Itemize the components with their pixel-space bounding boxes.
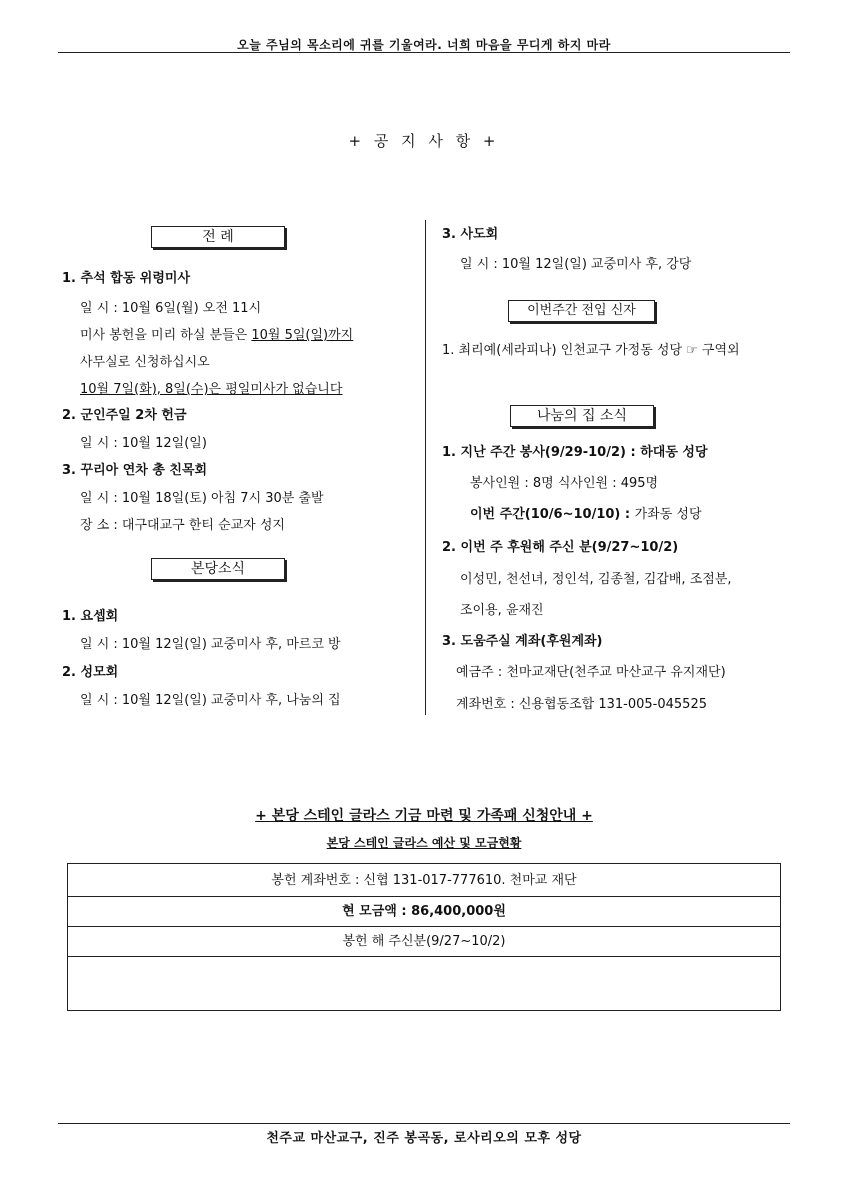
new-parishioner-entry: 1. 최리예(세라피나) 인천교구 가정동 성당 ☞ 구역외 bbox=[442, 343, 740, 358]
header-rule bbox=[58, 52, 790, 53]
item-mary-date: 일 시 : 10월 12일(일) 교중미사 후, 나눔의 집 bbox=[80, 693, 341, 708]
donors-heading: 2. 이번 주 후원해 주신 분(9/27~10/2) bbox=[442, 540, 679, 555]
footer-parish-name: 천주교 마산교구, 진주 봉곡동, 로사리오의 모후 성당 bbox=[266, 1131, 582, 1146]
stained-glass-subtitle: 본당 스테인 글라스 예산 및 모금현황 bbox=[326, 836, 522, 850]
item-chuseok-date: 일 시 : 10월 6일(월) 오전 11시 bbox=[80, 301, 262, 316]
fund-donors-list-row bbox=[68, 957, 780, 1010]
fund-table bbox=[67, 863, 781, 1011]
sharing-last-week-heading: 1. 지난 주간 봉사(9/29-10/2) : 하대동 성당 bbox=[442, 445, 708, 460]
account-heading: 3. 도움주실 계좌(후원계좌) bbox=[442, 634, 603, 649]
section-title-new-parishioners: 이번주간 전입 신자 bbox=[508, 300, 655, 322]
header-motto: 오늘 주님의 목소리에 귀를 기울여라. 너희 마음을 무디게 하지 마라 bbox=[237, 38, 611, 52]
item-joseph-heading: 1. 요셉회 bbox=[62, 609, 119, 624]
footer-rule bbox=[58, 1123, 790, 1124]
item-curia-place: 장 소 : 대구대교구 한티 순교자 성지 bbox=[80, 518, 285, 533]
donors-line2: 조이용, 윤재진 bbox=[460, 603, 544, 618]
account-holder: 예금주 : 천마교재단(천주교 마산교구 유지재단) bbox=[456, 665, 726, 680]
column-divider bbox=[425, 220, 426, 715]
sharing-this-week: 이번 주간(10/6~10/10) : 가좌동 성당 bbox=[470, 507, 702, 522]
fund-account-row: 봉헌 계좌번호 : 신협 131-017-777610. 천마교 재단 bbox=[68, 864, 780, 897]
section-title-liturgy: 전 례 bbox=[151, 226, 285, 248]
item-joseph-date: 일 시 : 10월 12일(일) 교중미사 후, 마르코 방 bbox=[80, 637, 341, 652]
section-title-sharing-house: 나눔의 집 소식 bbox=[510, 405, 654, 427]
item-curia-heading: 3. 꾸리아 연차 총 친목회 bbox=[62, 463, 208, 478]
item-military-sunday-heading: 2. 군인주일 2차 헌금 bbox=[62, 408, 187, 423]
account-number: 계좌번호 : 신용협동조합 131-005-045525 bbox=[456, 697, 707, 712]
item-curia-date: 일 시 : 10월 18일(토) 아침 7시 30분 출발 bbox=[80, 491, 324, 506]
donors-line1: 이성민, 천선녀, 정인석, 김종철, 김갑배, 조점분, bbox=[460, 572, 732, 587]
item-chuseok-note3: 10월 7일(화), 8일(수)은 평일미사가 없습니다 bbox=[80, 382, 343, 397]
fund-total-row: 현 모금액 : 86,400,000원 bbox=[68, 897, 780, 927]
item-apostles-date: 일 시 : 10월 12일(일) 교중미사 후, 강당 bbox=[460, 257, 692, 272]
section-title-parish-news: 본당소식 bbox=[151, 558, 285, 580]
stained-glass-title: + 본당 스테인 글라스 기금 마련 및 가족패 신청안내 + bbox=[255, 808, 593, 824]
item-apostles-heading: 3. 사도회 bbox=[442, 227, 499, 242]
item-military-date: 일 시 : 10월 12일(일) bbox=[80, 436, 207, 451]
fund-donors-header-row: 봉헌 해 주신분(9/27~10/2) bbox=[68, 927, 780, 957]
item-chuseok-note1: 미사 봉헌을 미리 하실 분들은 10월 5일(일)까지 bbox=[80, 328, 354, 343]
page-title: + 공 지 사 항 + bbox=[348, 132, 500, 150]
item-chuseok-mass-heading: 1. 추석 합동 위령미사 bbox=[62, 271, 191, 286]
sharing-counts: 봉사인원 : 8명 식사인원 : 495명 bbox=[470, 476, 659, 491]
item-mary-heading: 2. 성모회 bbox=[62, 665, 119, 680]
item-chuseok-note2: 사무실로 신청하십시오 bbox=[80, 355, 210, 370]
